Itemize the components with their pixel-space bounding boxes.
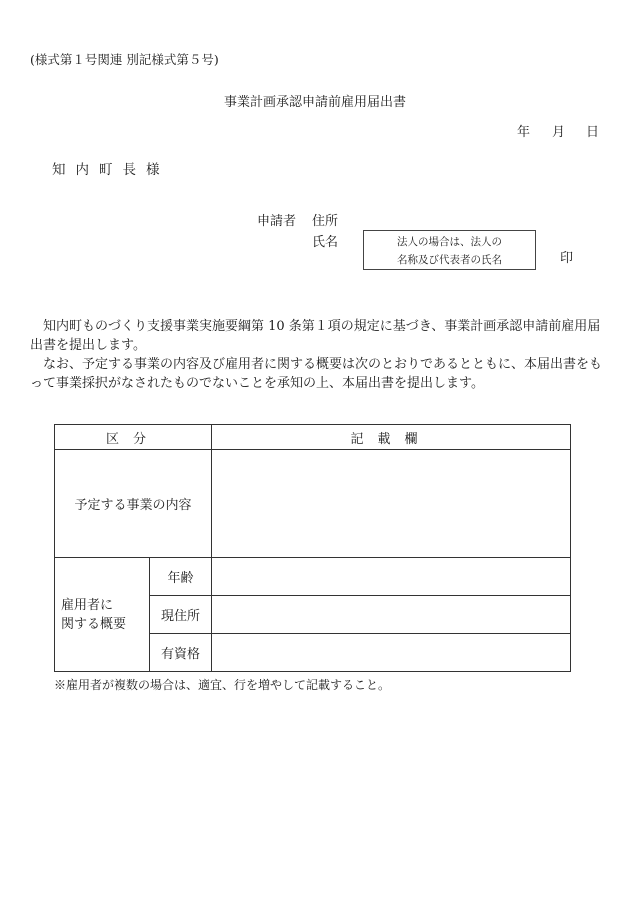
report-table: [54, 424, 571, 672]
body-paragraph-2: なお、予定する事業の内容及び雇用者に関する概要は次のとおりであるとともに、本届出書をもって事業採択がなされたものでないことを承知の上、本届出書を提出します。: [30, 357, 603, 391]
current-address-entry[interactable]: [212, 596, 571, 634]
date-year-label: 年: [517, 125, 531, 140]
footnote: ※雇用者が複数の場合は、適宜、行を増やして記載すること。: [54, 678, 391, 692]
qualifications-label: 有資格: [150, 634, 212, 672]
table-row: [55, 558, 571, 596]
name-label: 氏名: [312, 235, 339, 250]
age-entry[interactable]: [212, 558, 571, 596]
table-row: [55, 450, 571, 558]
date-day-label: 日: [586, 125, 600, 140]
seal-mark: 印: [560, 251, 574, 266]
header-category: 区分: [55, 425, 212, 450]
address-label: 住所: [312, 214, 339, 229]
current-address-label: 現住所: [150, 596, 212, 634]
addressee: 知内町長様: [52, 162, 170, 178]
employee-summary-line1: 雇用者に: [61, 597, 114, 613]
qualifications-entry[interactable]: [212, 634, 571, 672]
header-entry: 記載欄: [212, 425, 571, 450]
employee-summary-line2: 関する概要: [61, 616, 127, 632]
applicant-label: 申請者: [257, 214, 297, 229]
table-header-row: [55, 425, 571, 450]
planned-business-entry[interactable]: [212, 450, 571, 558]
document-title: 事業計画承認申請前雇用届出書: [223, 95, 406, 110]
date-month-label: 月: [552, 125, 566, 140]
age-label: 年齢: [150, 558, 212, 596]
corporation-note-line2: 名称及び代表者の氏名: [397, 254, 502, 266]
body-paragraph-1: 知内町ものづくり支援事業実施要綱第 10 条第１項の規定に基づき、事業計画承認申請前雇用届出書を提出します。: [30, 319, 601, 353]
corporation-note-box: [363, 230, 536, 270]
planned-business-label: 予定する事業の内容: [55, 450, 212, 558]
form-reference: (様式第１号関連 別記様式第５号): [30, 52, 219, 67]
employee-summary-label: [55, 558, 150, 672]
corporation-note-line1: 法人の場合は、法人の: [397, 236, 502, 248]
